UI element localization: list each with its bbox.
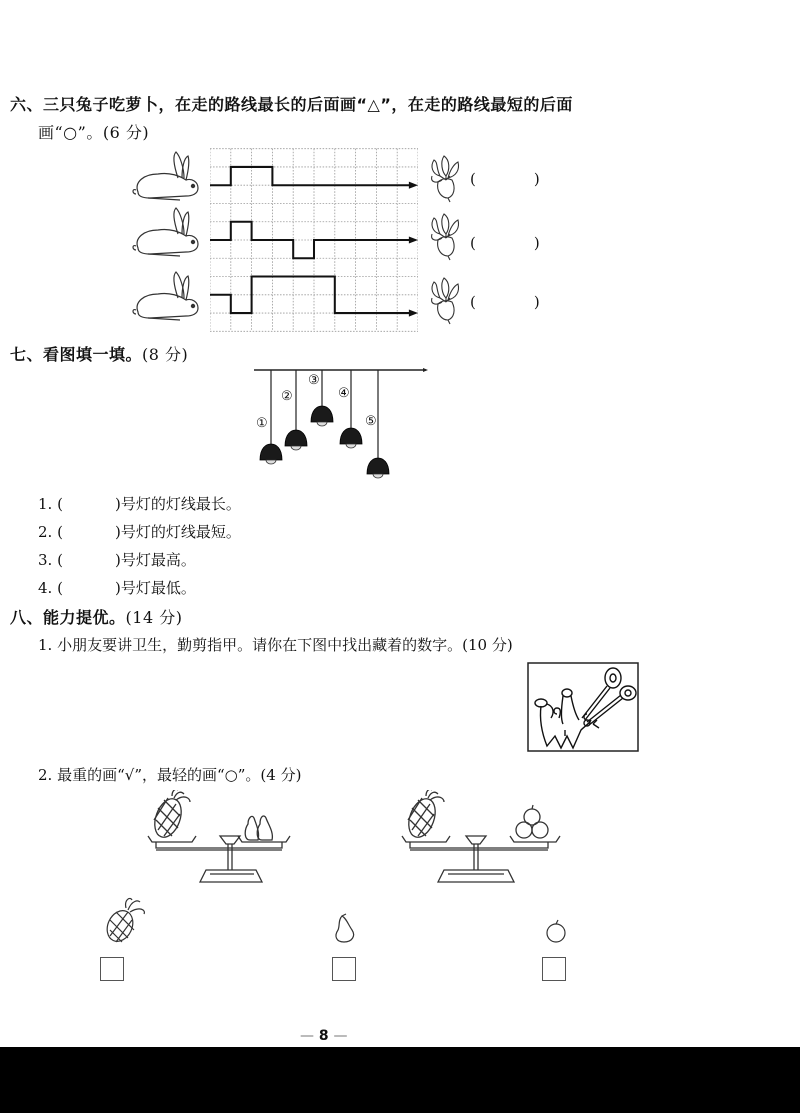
radish-icon (428, 212, 464, 262)
question-7-1 (38, 493, 241, 514)
rabbit-icon (130, 150, 206, 208)
pear-checkbox[interactable] (332, 957, 356, 981)
question-number: 2. (38, 523, 53, 541)
section-7-title (10, 342, 188, 365)
route-1 (210, 167, 411, 185)
section-7-points: (8 分) (142, 345, 189, 364)
paren-open: ( (57, 495, 63, 513)
paren-close: ) (114, 523, 121, 541)
paren-close: ) (114, 551, 121, 569)
pear-icon (332, 912, 358, 944)
question-8-1 (38, 634, 513, 655)
question-text: 小朋友要讲卫生，勤剪指甲。请你在下图中找出藏着的数字。 (57, 636, 463, 654)
question-number: 1. (38, 495, 53, 513)
lamp-label-1: ① (256, 416, 268, 431)
paren-close: ) (114, 579, 121, 597)
question-8-2 (38, 764, 301, 785)
paren-close: ) (533, 170, 540, 188)
question-text: 号灯最高。 (120, 551, 196, 569)
paren-open: ( (470, 170, 476, 188)
question-text: 号灯的灯线最短。 (120, 523, 241, 541)
answer-blank-route-3[interactable] (470, 293, 540, 311)
question-7-2 (38, 521, 241, 542)
lamp-label-5: ⑤ (365, 414, 377, 429)
section-6-title-line1: 六、三只兔子吃萝卜，在走的路线最长的后面画“△”，在走的路线最短的后面 (10, 95, 573, 114)
paren-open: ( (57, 579, 63, 597)
answer-blank-route-1[interactable] (470, 170, 540, 188)
hidden-numbers-figure (527, 662, 639, 752)
question-number: 4. (38, 579, 53, 597)
pineapple-icon (102, 896, 148, 944)
lamp-label-3: ③ (308, 373, 320, 388)
hanging-lamps-figure (250, 364, 430, 486)
balance-scale-pineapple-apples (398, 790, 564, 886)
question-number: 2. (38, 766, 53, 784)
black-bar (0, 1047, 800, 1113)
question-points: (10 分) (462, 636, 513, 654)
question-7-3 (38, 549, 196, 570)
paren-close: ) (533, 234, 540, 252)
question-number: 3. (38, 551, 53, 569)
radish-icon (428, 154, 464, 204)
section-7-title-text: 七、看图填一填。 (10, 345, 143, 364)
section-6-title (10, 92, 573, 115)
paren-open: ( (470, 293, 476, 311)
paren-open: ( (57, 523, 63, 541)
question-7-4 (38, 577, 196, 598)
paren-close: ) (114, 495, 121, 513)
page-number (300, 1028, 348, 1044)
apple-icon (544, 918, 568, 944)
paren-open: ( (57, 551, 63, 569)
section-8-title-text: 八、能力提优。 (10, 608, 126, 627)
question-text: 号灯的灯线最长。 (120, 495, 241, 513)
question-text: 最重的画“√”，最轻的画“○”。 (57, 766, 261, 784)
question-number: 1. (38, 636, 53, 654)
question-points: (4 分) (260, 766, 302, 784)
pineapple-checkbox[interactable] (100, 957, 124, 981)
radish-icon (428, 276, 464, 326)
page-number-value: 8 (318, 1028, 329, 1044)
balance-scale-pineapple-pears (144, 790, 310, 886)
dash-right: — (333, 1028, 348, 1044)
answer-blank-route-2[interactable] (470, 234, 540, 252)
paren-close: ) (533, 293, 540, 311)
section-8-points: (14 分) (125, 608, 183, 627)
section-6-points: (6 分) (102, 123, 150, 142)
section-8-title (10, 605, 182, 628)
section-6-title-line2: 画“○”。 (38, 123, 103, 142)
lamp-label-4: ④ (338, 386, 350, 401)
apple-checkbox[interactable] (542, 957, 566, 981)
rabbit-icon (130, 206, 206, 264)
paren-open: ( (470, 234, 476, 252)
route-grid (210, 148, 418, 332)
rabbit-icon (130, 270, 206, 328)
question-text: 号灯最低。 (120, 579, 196, 597)
section-6-title-line2-wrap (38, 120, 149, 143)
lamp-label-2: ② (281, 389, 293, 404)
dash-left: — (300, 1028, 314, 1044)
